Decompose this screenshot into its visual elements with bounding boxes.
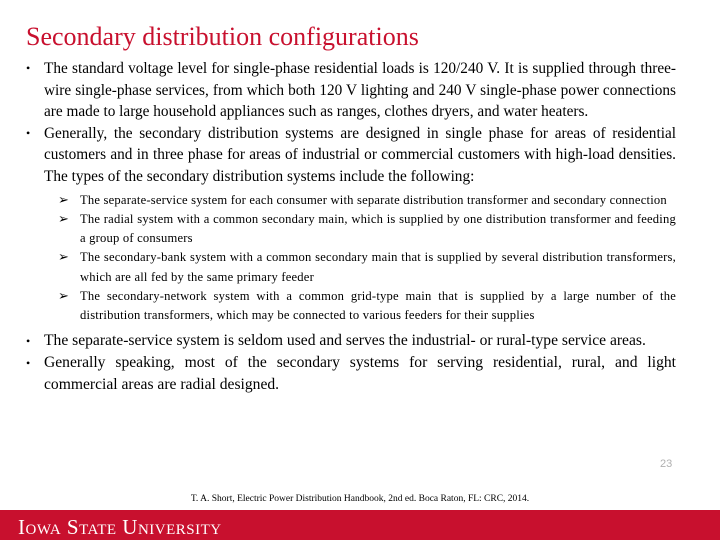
bullet-icon: • bbox=[26, 333, 31, 348]
bullet-item bbox=[24, 330, 676, 352]
citation: T. A. Short, Electric Power Distribution Handbook, 2nd ed. Boca Raton, FL: CRC, 2014. bbox=[190, 494, 530, 504]
bullet-icon: • bbox=[26, 355, 31, 370]
arrow-bullet-icon: ➢ bbox=[58, 289, 70, 305]
bullet-icon: • bbox=[26, 61, 31, 75]
slide-body bbox=[24, 58, 676, 396]
sub-bullet-list bbox=[24, 191, 676, 326]
sub-bullet-item bbox=[24, 248, 676, 287]
sub-bullet-text: The secondary-network system with a common grid-type main that is supplied by a large number of the distribution transformers, which may be connected to various feeders for their supplies bbox=[80, 289, 676, 323]
bullet-item bbox=[24, 58, 676, 123]
arrow-bullet-icon: ➢ bbox=[58, 192, 70, 208]
sub-bullet-text: The radial system with a common secondary main, which is supplied by one distribution transformer and feeding a group of consumers bbox=[80, 211, 676, 246]
bullet-item bbox=[24, 352, 676, 396]
slide-title: Secondary distribution configurations bbox=[26, 22, 419, 51]
bullet-text: The standard voltage level for single-phase residential loads is 120/240 V. It is supplied through three-wire single-phase services, from which both 120 V lighting and 240 V single-phase power connections are made to large household appliances such as ranges, clothes dryers, and water heaters. bbox=[44, 60, 676, 121]
bullet-icon: • bbox=[26, 125, 31, 140]
sub-bullet-item bbox=[24, 287, 676, 326]
sub-bullet-item bbox=[24, 210, 676, 249]
arrow-bullet-icon: ➢ bbox=[58, 250, 70, 266]
sub-bullet-text: The separate-service system for each consumer with separate distribution transformer and secondary connection bbox=[80, 192, 667, 207]
bullet-item bbox=[24, 123, 676, 188]
bullet-text: Generally, the secondary distribution systems are designed in single phase for areas of residential customers and in three phase for areas of industrial or commercial customers with high-load densities. The types of the secondary distribution systems include the following: bbox=[44, 124, 676, 185]
page-number: 23 bbox=[660, 458, 673, 470]
arrow-bullet-icon: ➢ bbox=[58, 211, 70, 227]
sub-bullet-text: The secondary-bank system with a common secondary main that is supplied by several distribution transformers, which are all fed by the same primary feeder bbox=[80, 250, 676, 284]
sub-bullet-item bbox=[24, 191, 676, 210]
bullet-text: The separate-service system is seldom used and serves the industrial- or rural-type service areas. bbox=[44, 331, 646, 349]
bullet-text: Generally speaking, most of the secondary systems for serving residential, rural, and light commercial areas are radial designed. bbox=[44, 353, 676, 393]
university-logo: Iowa State University bbox=[18, 515, 222, 539]
